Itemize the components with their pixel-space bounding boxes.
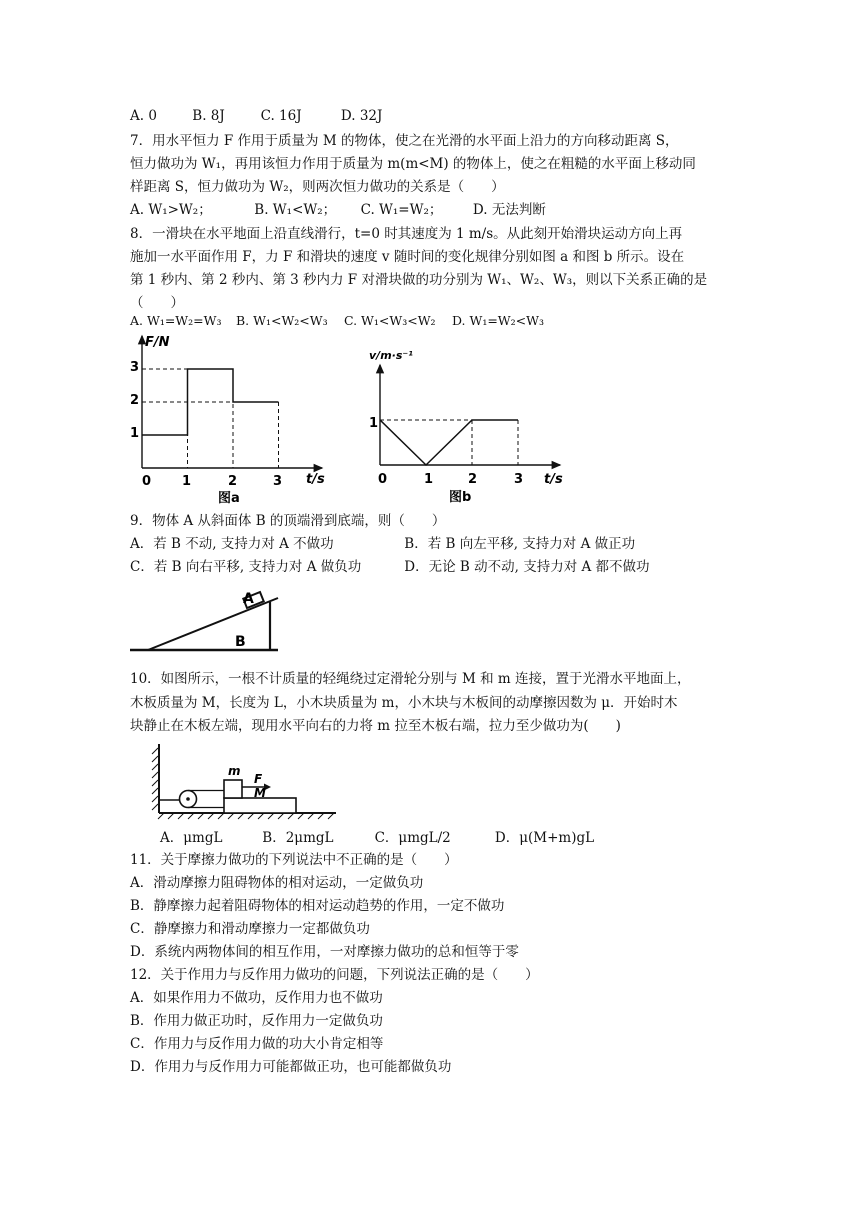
label-a: A [243, 591, 254, 607]
figure-b-chart [366, 343, 576, 508]
figure-a-chart [128, 330, 333, 508]
label-b: B [235, 634, 246, 650]
fig-a-ytick-3: 3 [130, 360, 140, 375]
q12-option-b: B．作用力做正功时，反作用力一定做负功 [130, 1013, 383, 1029]
q11-option-d: D．系统内两物体间的相互作用，一对摩擦力做功的总和恒等于零 [130, 944, 519, 960]
fig-b-velocity-series [380, 420, 518, 465]
q11-option-a: A．滑动摩擦力阻碍物体的相对运动，一定做负功 [130, 875, 424, 891]
q6-option-a: A. 0 [130, 108, 157, 124]
q10-option-a: A．μmgL [160, 830, 223, 846]
fig-b-xtick-3: 3 [514, 472, 524, 487]
fig-a-ytick-2: 2 [130, 393, 140, 408]
fig-a-caption: 图a [218, 491, 240, 506]
fig-b-xlabel: t/s [544, 472, 563, 487]
label-f: F [254, 772, 263, 786]
label-m-large: M [254, 786, 266, 800]
fig-b-origin: 0 [378, 472, 388, 487]
q8-option-a: A. W₁=W₂=W₃ [130, 313, 222, 328]
q8-option-c: C. W₁<W₃<W₂ [343, 313, 436, 328]
fig-b-caption: 图b [449, 490, 472, 505]
q9-option-a: A．若 B 不动, 支持力对 A 不做功 [130, 536, 334, 552]
q8-line-1: 8．一滑块在水平地面上沿直线滑行，t=0 时其速度为 1 m/s。从此刻开始滑块运动方向上再 [130, 226, 683, 242]
q12-option-c: C．作用力与反作用力做的功大小肯定相等 [130, 1036, 384, 1052]
q9-line: 9．物体 A 从斜面体 B 的顶端滑到底端，则（ ） [130, 513, 446, 529]
fig-b-ytick-1: 1 [369, 416, 379, 431]
q9-option-c: C．若 B 向右平移, 支持力对 A 做负功 [130, 559, 362, 575]
q10-line-1: 10．如图所示，一根不计质量的轻绳绕过定滑轮分别与 M 和 m 连接，置于光滑水平地面上， [130, 671, 691, 687]
q11-line: 11．关于摩擦力做功的下列说法中不正确的是（ ） [130, 852, 458, 868]
fig-b-xtick-1: 1 [424, 472, 434, 487]
q9-option-d: D．无论 B 动不动, 支持力对 A 都不做功 [404, 559, 650, 575]
q8-line-4: （ ） [130, 295, 184, 311]
q8-line-3: 第 1 秒内、第 2 秒内、第 3 秒内力 F 对滑块做的功分别为 W₁、W₂、W₃，则以下关系正确的是 [130, 272, 708, 288]
fig-b-ylabel: v/m·s⁻¹ [369, 349, 413, 362]
pulley-figure [150, 740, 340, 820]
q7-option-b: B. W₁<W₂； [254, 202, 337, 218]
q10-options [160, 829, 594, 847]
q12-option-a: A．如果作用力不做功，反作用力也不做功 [130, 990, 383, 1006]
q7-line-1: 7．用水平恒力 F 作用于质量为 M 的物体，使之在光滑的水平面上沿力的方向移动距离 S， [130, 133, 679, 149]
q10-line-3: 块静止在木板左端，现用水平向右的力将 m 拉至木板右端，拉力至少做功为( ) [130, 718, 621, 734]
q6-option-c: C. 16J [260, 108, 302, 124]
q9-option-b: B．若 B 向左平移, 支持力对 A 做正功 [404, 536, 636, 552]
block-m-small [224, 780, 242, 798]
q12-line: 12．关于作用力与反作用力做功的问题，下列说法正确的是（ ） [130, 967, 539, 983]
q9-options-row-1 [130, 535, 635, 553]
q6-option-b: B. 8J [192, 108, 225, 124]
pulley-axle [186, 797, 190, 801]
fig-a-xtick-2: 2 [228, 474, 238, 489]
fig-a-xlabel: t/s [306, 472, 325, 487]
fig-a-ytick-1: 1 [130, 426, 140, 441]
label-m-small: m [228, 764, 241, 778]
q8-line-2: 施加一水平面作用 F，力 F 和滑块的速度 v 随时间的变化规律分别如图 a 和图 b 所示。设在 [130, 249, 685, 265]
board-m-large [224, 798, 296, 813]
fig-a-ylabel: F/N [145, 335, 170, 350]
fig-a-xtick-1: 1 [182, 474, 192, 489]
q10-line-2: 木板质量为 M，长度为 L，小木块质量为 m，小木块与木板间的动摩擦因数为 μ．开始时木 [130, 695, 678, 711]
q7-option-a: A. W₁>W₂； [130, 202, 212, 218]
q11-option-c: C．静摩擦力和滑动摩擦力一定都做负功 [130, 921, 370, 937]
q10-option-c: C．μmgL/2 [374, 830, 451, 846]
q7-line-3: 样距离 S，恒力做功为 W₂，则两次恒力做功的关系是（ ） [130, 179, 505, 195]
q6-options [130, 107, 382, 125]
q11-option-b: B．静摩擦力起着阻碍物体的相对运动趋势的作用，一定不做功 [130, 898, 505, 914]
q6-option-d: D. 32J [340, 108, 383, 124]
q8-options [130, 312, 544, 330]
q7-option-d: D. 无法判断 [472, 202, 546, 218]
incline-figure [128, 584, 288, 656]
fig-a-xtick-3: 3 [273, 474, 283, 489]
fig-b-xtick-2: 2 [468, 472, 478, 487]
q7-line-2: 恒力做功为 W₁，再用该恒力作用于质量为 m(m<M) 的物体上，使之在粗糙的水平面上移动同 [130, 156, 696, 172]
incline-slope [148, 598, 278, 650]
q12-option-d: D．作用力与反作用力可能都做正功，也可能都做负功 [130, 1059, 452, 1075]
q8-option-d: D. W₁=W₂<W₃ [451, 313, 545, 328]
fig-a-origin: 0 [142, 474, 152, 489]
fig-a-force-series [142, 369, 279, 435]
q7-options [130, 201, 546, 219]
q10-option-b: B．2μmgL [262, 830, 334, 846]
q10-option-d: D．μ(M+m)gL [494, 830, 595, 846]
q8-option-b: B. W₁<W₂<W₃ [235, 313, 328, 328]
q7-option-c: C. W₁=W₂； [360, 202, 443, 218]
q9-options-row-2 [130, 558, 650, 576]
